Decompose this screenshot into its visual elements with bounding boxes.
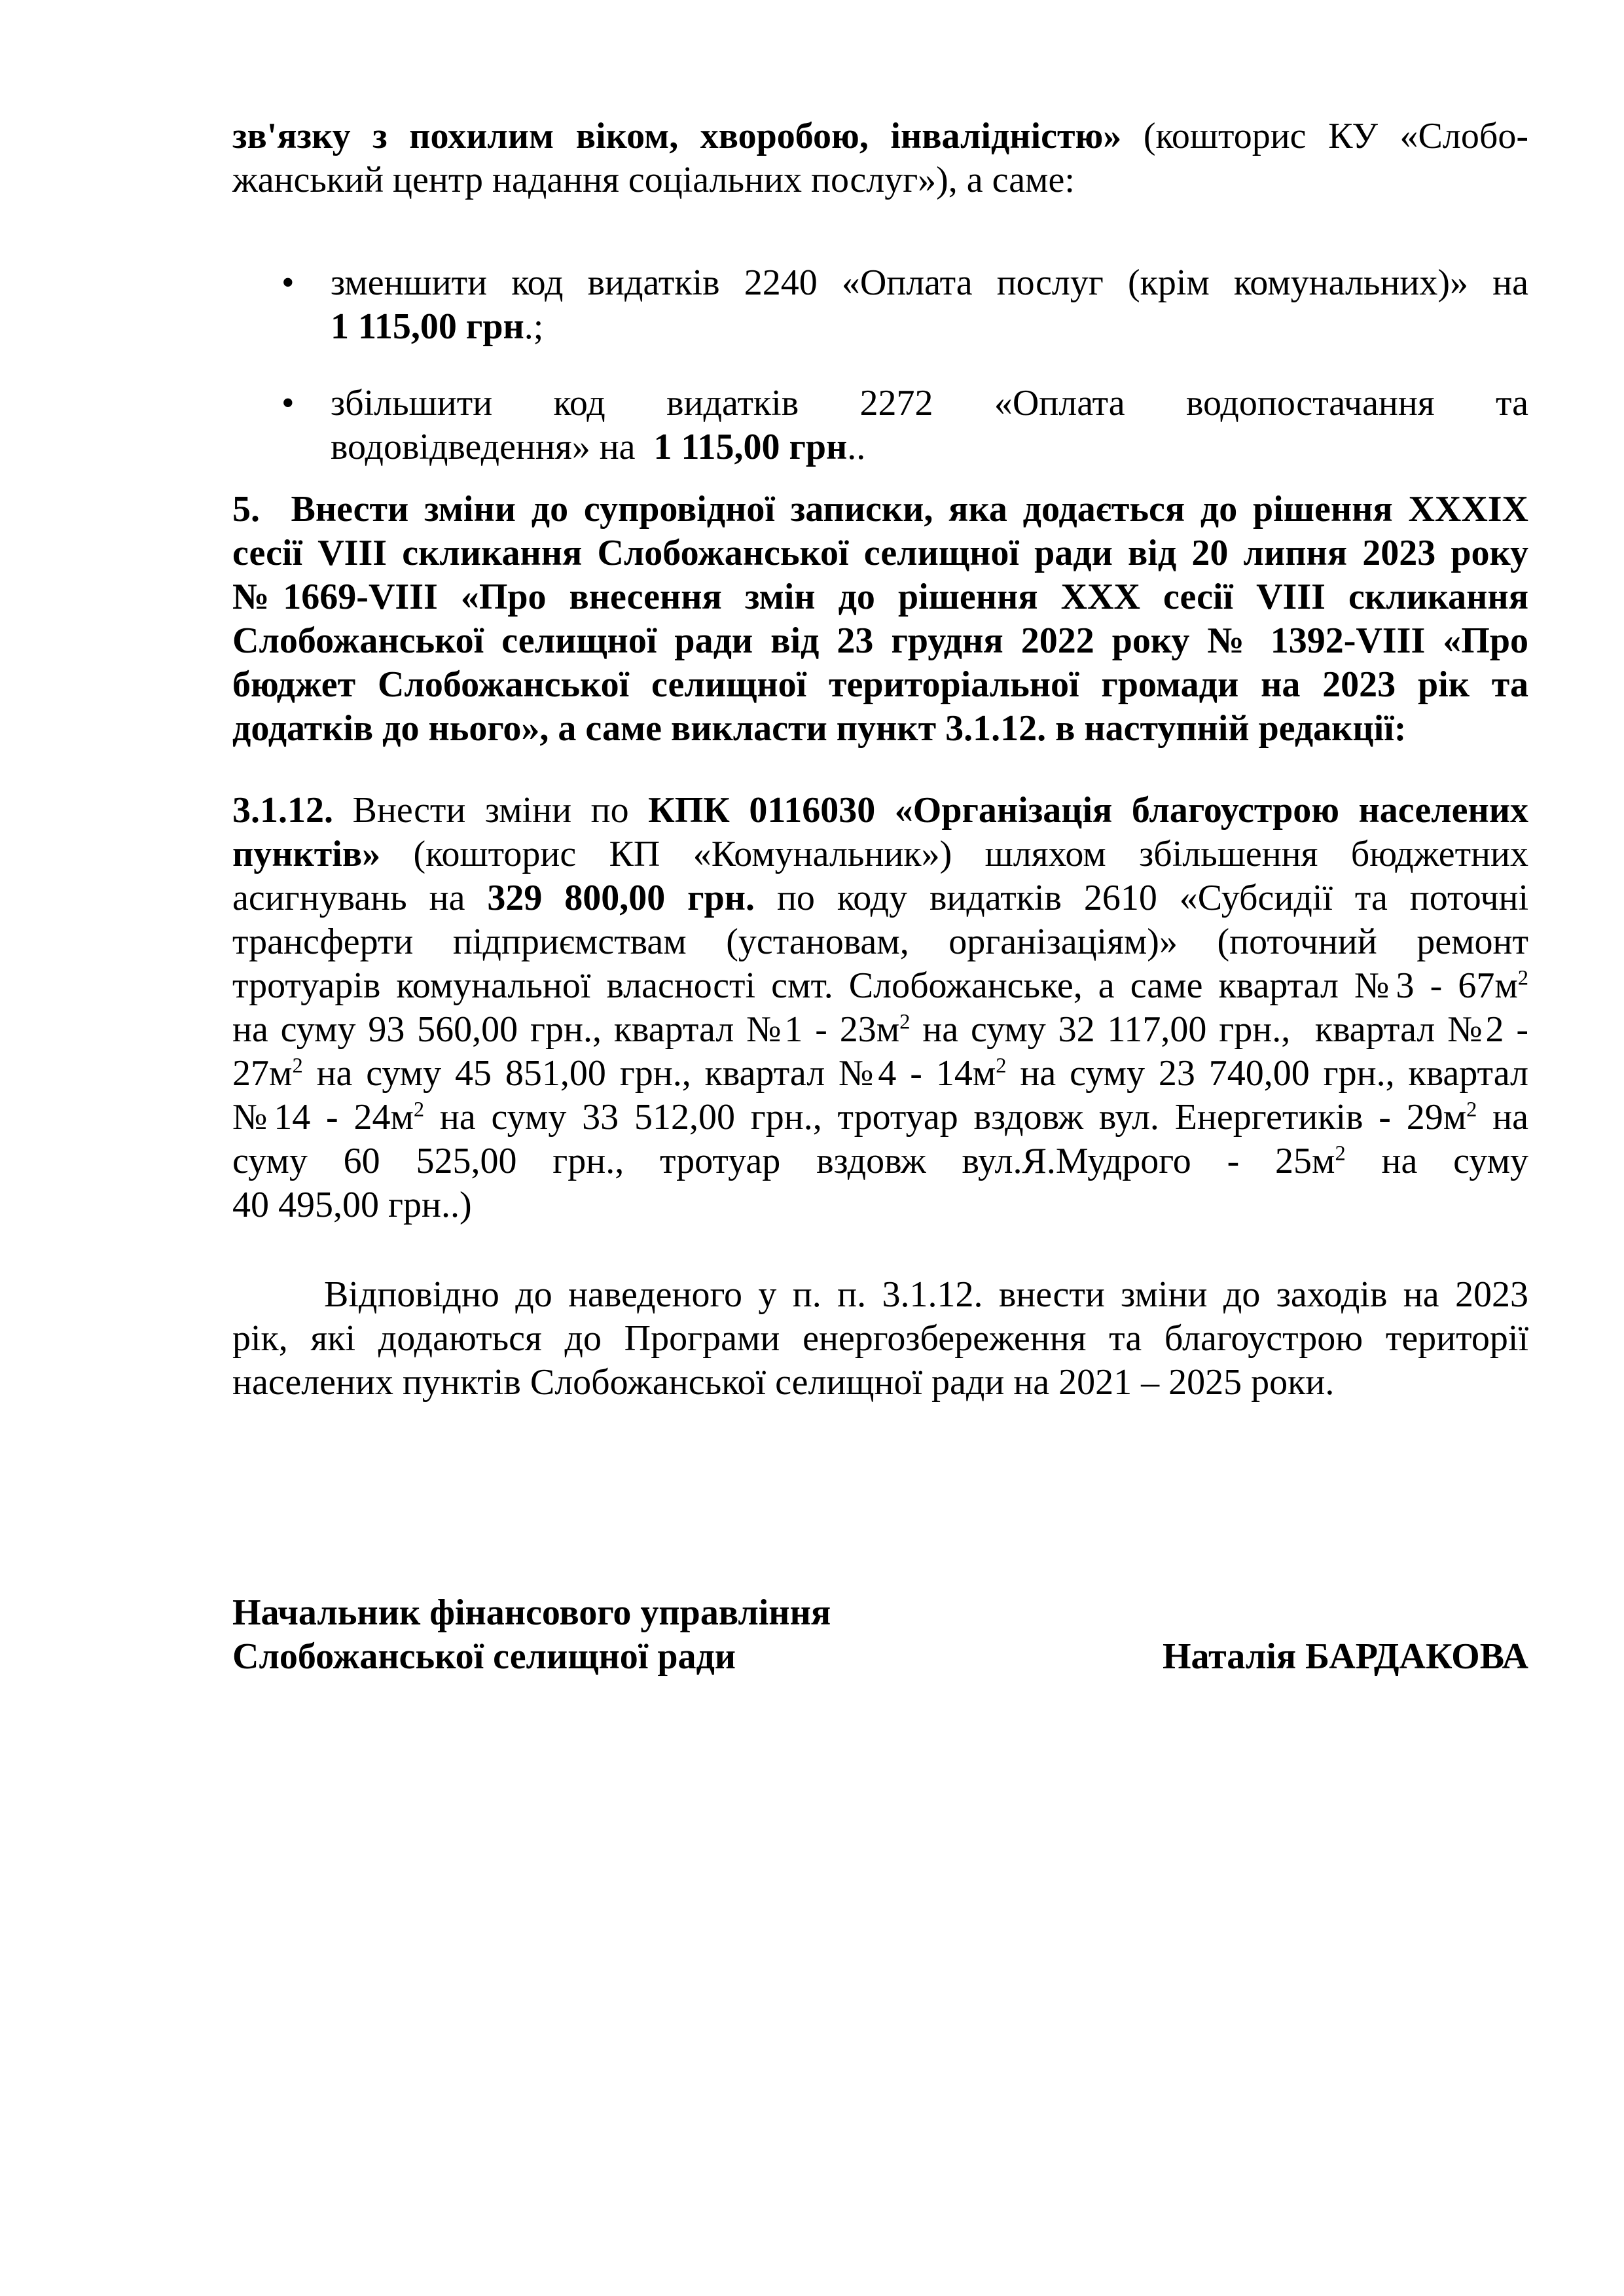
text-segment: КПК 0116030 «Організація благоустрою населених (648, 790, 1528, 831)
item-5-paragraph (232, 488, 1528, 751)
bullet-icon: • (281, 262, 295, 303)
text-segment: на (1477, 1097, 1529, 1138)
text-line (232, 1008, 1528, 1052)
signature-title-line (232, 1591, 1528, 1635)
text-segment: водовідведення» на (331, 427, 654, 467)
text-line (232, 1361, 1528, 1405)
text-segment: 1 115,00 грн (653, 427, 848, 467)
bullet-icon: • (281, 383, 295, 423)
text-segment: додатків до нього», а саме викласти пункт 3.1.12. в наступній редакції: (232, 708, 1407, 749)
bullet-decrease-2240 (232, 261, 1528, 349)
text-segment: сесії VIII скликання Слобожанської селищної ради від 20 липня 2023 року (232, 533, 1528, 573)
document-body (232, 115, 1528, 1679)
text-line (232, 663, 1528, 707)
text-segment: 27м (232, 1053, 293, 1094)
text-line (331, 425, 1528, 469)
text-segment: зв'язку з похилим віком, хворобою, інвалідністю» (232, 116, 1122, 156)
text-segment: №14 - 24м (232, 1097, 414, 1138)
text-line (232, 1096, 1528, 1139)
text-segment: населених пунктів Слобожанської селищної ради на 2021 – 2025 роки. (232, 1362, 1335, 1403)
superscript: 2 (292, 1054, 303, 1078)
superscript: 2 (413, 1098, 425, 1122)
text-segment: на суму 93 560,00 грн., квартал №1 - 23м (232, 1009, 900, 1050)
text-line (232, 1183, 1528, 1227)
text-segment: 40 495,00 грн..) (232, 1185, 472, 1225)
text-segment: асигнувань на (232, 878, 488, 918)
text-segment: збільшити код видатків 2272 «Оплата водопостачання та (331, 383, 1528, 423)
text-line (232, 575, 1528, 619)
text-line (232, 1139, 1528, 1183)
text-line (232, 707, 1528, 751)
bullet-increase-2272 (232, 382, 1528, 469)
text-segment: пунктів» (232, 834, 381, 874)
text-line (331, 261, 1528, 305)
text-line (232, 876, 1528, 920)
text-segment: 329 800,00 грн. (487, 878, 755, 918)
signature-block (232, 1591, 1528, 1679)
text-segment: Внести зміни по (333, 790, 649, 831)
text-segment: на суму 45 851,00 грн., квартал №4 - 14м (302, 1053, 996, 1094)
text-segment: №1669-VIII «Про внесення змін до рішення XXX сесії VIII скликання (232, 577, 1528, 617)
intro-paragraph (232, 115, 1528, 202)
text-line (232, 920, 1528, 964)
text-line (232, 1317, 1528, 1361)
text-line (331, 305, 1528, 349)
text-segment: бюджет Слобожанської селищної територіальної громади на 2023 рік та (232, 664, 1528, 705)
text-line (232, 1273, 1528, 1317)
item-3-1-12-paragraph (232, 789, 1528, 1227)
text-line (232, 1052, 1528, 1096)
signature-row (232, 1635, 1528, 1679)
superscript: 2 (899, 1010, 911, 1034)
text-segment: на суму 33 512,00 грн., тротуар вздовж вул. Енергетиків - 29м (424, 1097, 1467, 1138)
text-segment: рік, які додаються до Програми енергозбереження та благоустрою території (232, 1318, 1528, 1359)
text-segment: жанський центр надання соціальних послуг»), а саме: (232, 160, 1075, 200)
text-line (232, 115, 1528, 158)
text-segment: 1 115,00 грн (331, 306, 524, 347)
text-segment: трансферти підприємствам (установам, організаціям)» (поточний ремонт (232, 922, 1528, 962)
text-line (232, 158, 1528, 202)
text-line (232, 488, 1528, 531)
text-segment: .. (847, 427, 866, 467)
signatory-name: Наталія БАРДАКОВА (1162, 1636, 1528, 1677)
signature-title: Начальник фінансового управління (232, 1592, 831, 1633)
text-line (232, 619, 1528, 663)
text-segment: Слобожанської селищної ради від 23 грудня 2022 року № 1392-VIII «Про (232, 620, 1528, 661)
text-segment: Відповідно до наведеного у п. п. 3.1.12. внести зміни до заходів на 2023 (324, 1274, 1528, 1315)
text-segment: на суму 23 740,00 грн., квартал (1006, 1053, 1528, 1094)
text-line (232, 833, 1528, 876)
closing-paragraph (232, 1273, 1528, 1405)
signature-title: Слобожанської селищної ради (232, 1636, 736, 1677)
superscript: 2 (1466, 1098, 1477, 1122)
superscript: 2 (996, 1054, 1007, 1078)
text-segment: 5. Внести зміни до супровідної записки, яка додається до рішення XXXIX (232, 489, 1528, 529)
text-segment: (кошторис КУ «Слобо- (1121, 116, 1528, 156)
text-segment: на суму 32 117,00 грн., квартал №2 - (910, 1009, 1528, 1050)
text-line (331, 382, 1528, 425)
text-segment: суму 60 525,00 грн., тротуар вздовж вул.Я.Мудрого - 25м (232, 1141, 1335, 1181)
text-line (232, 964, 1528, 1008)
superscript: 2 (1517, 966, 1528, 990)
text-segment: на суму (1345, 1141, 1529, 1181)
superscript: 2 (1335, 1141, 1346, 1166)
text-segment: по коду видатків 2610 «Субсидії та поточні (755, 878, 1529, 918)
text-segment: зменшити код видатків 2240 «Оплата послуг (крім комунальних)» на (331, 262, 1528, 303)
text-segment: (кошторис КП «Комунальник») шляхом збільшення бюджетних (380, 834, 1528, 874)
text-segment: 3.1.12. (232, 790, 333, 831)
text-line (232, 789, 1528, 833)
text-segment: тротуарів комунальної власності смт. Слобожанське, а саме квартал №3 - 67м (232, 965, 1518, 1006)
text-segment: .; (524, 306, 544, 347)
text-line (232, 531, 1528, 575)
